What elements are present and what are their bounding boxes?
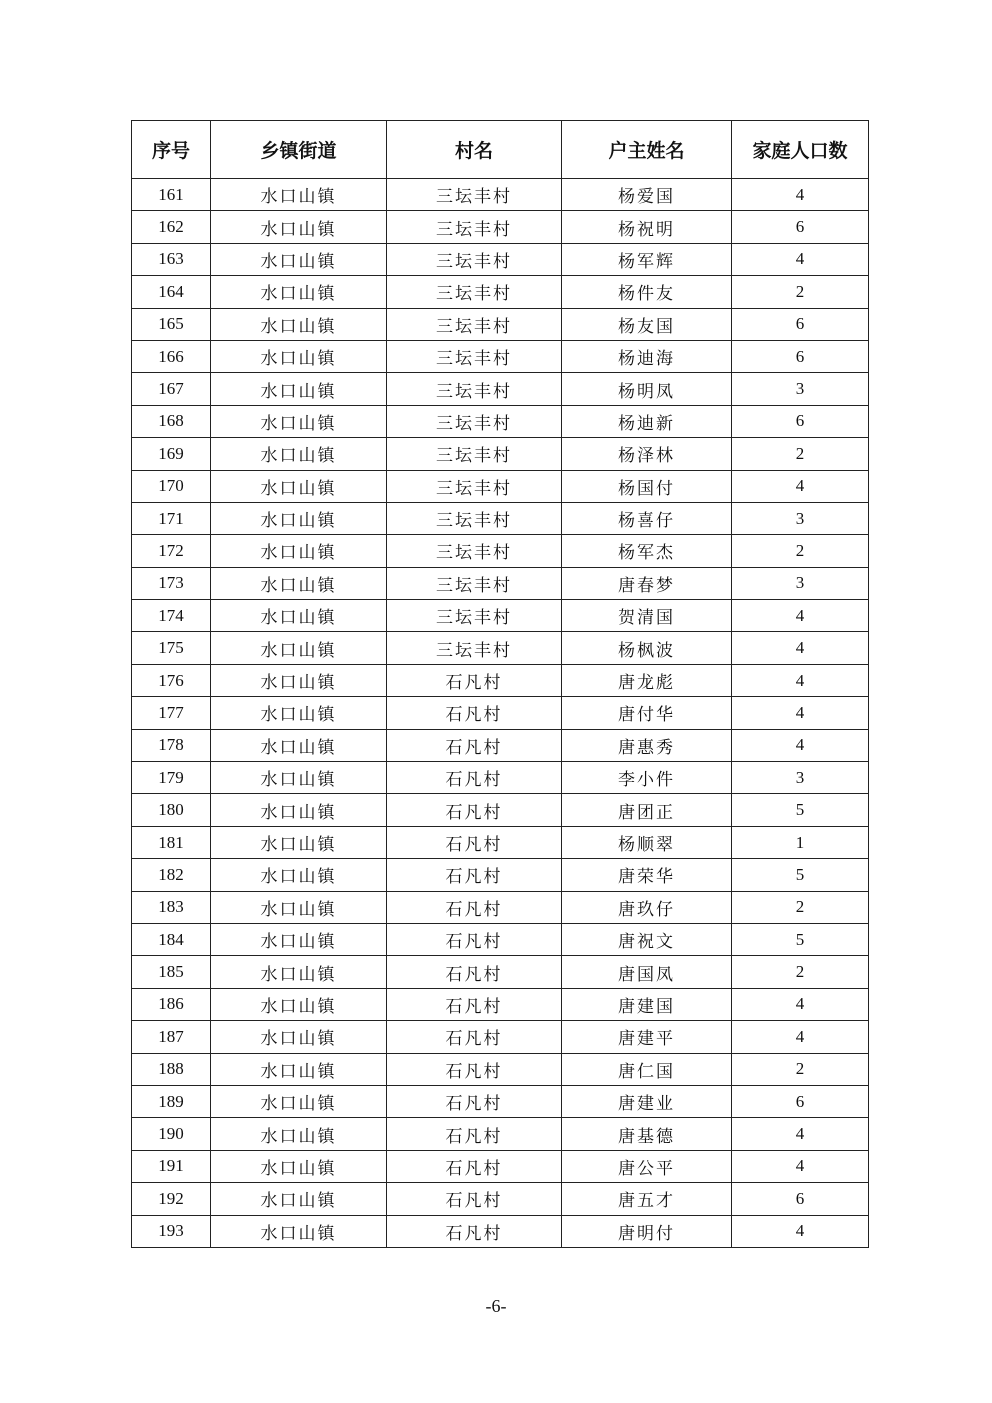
page-number: -6- bbox=[485, 1296, 507, 1316]
cell-serial-number: 168 bbox=[132, 405, 211, 437]
table-row bbox=[132, 438, 869, 470]
cell-household-size: 4 bbox=[732, 600, 869, 632]
header-village: 村名 bbox=[387, 121, 562, 179]
cell-householder-name: 唐惠秀 bbox=[562, 729, 732, 761]
cell-township: 水口山镇 bbox=[211, 697, 387, 729]
cell-household-size: 4 bbox=[732, 1118, 869, 1150]
header-serial-number: 序号 bbox=[132, 121, 211, 179]
cell-township: 水口山镇 bbox=[211, 891, 387, 923]
cell-township: 水口山镇 bbox=[211, 664, 387, 696]
table-row bbox=[132, 891, 869, 923]
cell-household-size: 2 bbox=[732, 891, 869, 923]
table-row bbox=[132, 697, 869, 729]
cell-serial-number: 173 bbox=[132, 567, 211, 599]
household-table bbox=[131, 120, 869, 1248]
cell-township: 水口山镇 bbox=[211, 600, 387, 632]
cell-serial-number: 167 bbox=[132, 373, 211, 405]
cell-village: 石凡村 bbox=[387, 762, 562, 794]
cell-township: 水口山镇 bbox=[211, 405, 387, 437]
cell-serial-number: 181 bbox=[132, 826, 211, 858]
cell-village: 三坛丰村 bbox=[387, 405, 562, 437]
cell-serial-number: 189 bbox=[132, 1085, 211, 1117]
cell-householder-name: 唐明付 bbox=[562, 1215, 732, 1247]
cell-household-size: 5 bbox=[732, 859, 869, 891]
cell-householder-name: 杨枫波 bbox=[562, 632, 732, 664]
cell-serial-number: 163 bbox=[132, 243, 211, 275]
cell-householder-name: 唐祝文 bbox=[562, 923, 732, 955]
cell-householder-name: 杨爱国 bbox=[562, 179, 732, 211]
cell-household-size: 4 bbox=[732, 1215, 869, 1247]
table-row bbox=[132, 373, 869, 405]
cell-township: 水口山镇 bbox=[211, 567, 387, 599]
cell-householder-name: 唐团正 bbox=[562, 794, 732, 826]
cell-householder-name: 唐玖仔 bbox=[562, 891, 732, 923]
cell-householder-name: 李小件 bbox=[562, 762, 732, 794]
table-row bbox=[132, 762, 869, 794]
cell-householder-name: 杨军杰 bbox=[562, 535, 732, 567]
cell-village: 石凡村 bbox=[387, 988, 562, 1020]
cell-village: 三坛丰村 bbox=[387, 211, 562, 243]
cell-householder-name: 杨件友 bbox=[562, 276, 732, 308]
cell-village: 石凡村 bbox=[387, 956, 562, 988]
table-row bbox=[132, 243, 869, 275]
table-row bbox=[132, 729, 869, 761]
cell-township: 水口山镇 bbox=[211, 1118, 387, 1150]
cell-householder-name: 唐建国 bbox=[562, 988, 732, 1020]
cell-serial-number: 187 bbox=[132, 1021, 211, 1053]
cell-village: 石凡村 bbox=[387, 1150, 562, 1182]
cell-village: 石凡村 bbox=[387, 923, 562, 955]
cell-household-size: 3 bbox=[732, 373, 869, 405]
cell-household-size: 6 bbox=[732, 340, 869, 372]
cell-township: 水口山镇 bbox=[211, 632, 387, 664]
cell-village: 石凡村 bbox=[387, 794, 562, 826]
cell-householder-name: 唐建业 bbox=[562, 1085, 732, 1117]
cell-village: 三坛丰村 bbox=[387, 373, 562, 405]
cell-village: 石凡村 bbox=[387, 729, 562, 761]
cell-householder-name: 贺清国 bbox=[562, 600, 732, 632]
cell-village: 三坛丰村 bbox=[387, 438, 562, 470]
table-row bbox=[132, 826, 869, 858]
table-row bbox=[132, 567, 869, 599]
cell-serial-number: 175 bbox=[132, 632, 211, 664]
cell-household-size: 6 bbox=[732, 211, 869, 243]
cell-village: 三坛丰村 bbox=[387, 502, 562, 534]
cell-household-size: 3 bbox=[732, 567, 869, 599]
cell-household-size: 5 bbox=[732, 794, 869, 826]
cell-township: 水口山镇 bbox=[211, 729, 387, 761]
cell-serial-number: 188 bbox=[132, 1053, 211, 1085]
cell-township: 水口山镇 bbox=[211, 276, 387, 308]
cell-householder-name: 杨泽林 bbox=[562, 438, 732, 470]
table-row bbox=[132, 988, 869, 1020]
cell-serial-number: 171 bbox=[132, 502, 211, 534]
table-row bbox=[132, 794, 869, 826]
cell-village: 三坛丰村 bbox=[387, 308, 562, 340]
cell-householder-name: 唐公平 bbox=[562, 1150, 732, 1182]
table-row bbox=[132, 1183, 869, 1215]
cell-householder-name: 唐五才 bbox=[562, 1183, 732, 1215]
table-body bbox=[132, 179, 869, 1248]
cell-township: 水口山镇 bbox=[211, 794, 387, 826]
table-row bbox=[132, 308, 869, 340]
table-row bbox=[132, 405, 869, 437]
cell-village: 石凡村 bbox=[387, 826, 562, 858]
cell-township: 水口山镇 bbox=[211, 956, 387, 988]
cell-serial-number: 177 bbox=[132, 697, 211, 729]
cell-township: 水口山镇 bbox=[211, 179, 387, 211]
cell-householder-name: 杨顺翠 bbox=[562, 826, 732, 858]
cell-household-size: 5 bbox=[732, 923, 869, 955]
cell-serial-number: 179 bbox=[132, 762, 211, 794]
cell-village: 石凡村 bbox=[387, 697, 562, 729]
table-row bbox=[132, 923, 869, 955]
cell-household-size: 1 bbox=[732, 826, 869, 858]
cell-village: 石凡村 bbox=[387, 859, 562, 891]
cell-village: 三坛丰村 bbox=[387, 600, 562, 632]
table-row bbox=[132, 600, 869, 632]
cell-householder-name: 唐仁国 bbox=[562, 1053, 732, 1085]
cell-township: 水口山镇 bbox=[211, 535, 387, 567]
cell-township: 水口山镇 bbox=[211, 923, 387, 955]
cell-household-size: 4 bbox=[732, 988, 869, 1020]
table-row bbox=[132, 1021, 869, 1053]
header-household-size: 家庭人口数 bbox=[732, 121, 869, 179]
table-row bbox=[132, 502, 869, 534]
cell-householder-name: 唐建平 bbox=[562, 1021, 732, 1053]
cell-householder-name: 唐付华 bbox=[562, 697, 732, 729]
cell-household-size: 4 bbox=[732, 470, 869, 502]
cell-household-size: 4 bbox=[732, 1021, 869, 1053]
cell-township: 水口山镇 bbox=[211, 859, 387, 891]
cell-village: 石凡村 bbox=[387, 891, 562, 923]
table-row bbox=[132, 276, 869, 308]
cell-township: 水口山镇 bbox=[211, 211, 387, 243]
cell-household-size: 2 bbox=[732, 1053, 869, 1085]
cell-serial-number: 182 bbox=[132, 859, 211, 891]
cell-serial-number: 161 bbox=[132, 179, 211, 211]
cell-householder-name: 唐春梦 bbox=[562, 567, 732, 599]
cell-household-size: 6 bbox=[732, 308, 869, 340]
table-row bbox=[132, 1150, 869, 1182]
cell-householder-name: 杨祝明 bbox=[562, 211, 732, 243]
cell-householder-name: 杨迪海 bbox=[562, 340, 732, 372]
cell-village: 三坛丰村 bbox=[387, 243, 562, 275]
cell-serial-number: 180 bbox=[132, 794, 211, 826]
cell-householder-name: 唐基德 bbox=[562, 1118, 732, 1150]
cell-serial-number: 174 bbox=[132, 600, 211, 632]
cell-household-size: 4 bbox=[732, 243, 869, 275]
cell-township: 水口山镇 bbox=[211, 340, 387, 372]
cell-household-size: 4 bbox=[732, 729, 869, 761]
cell-township: 水口山镇 bbox=[211, 1215, 387, 1247]
cell-householder-name: 杨迪新 bbox=[562, 405, 732, 437]
cell-householder-name: 唐龙彪 bbox=[562, 664, 732, 696]
table-row bbox=[132, 340, 869, 372]
cell-serial-number: 190 bbox=[132, 1118, 211, 1150]
cell-serial-number: 170 bbox=[132, 470, 211, 502]
table-row bbox=[132, 179, 869, 211]
cell-household-size: 6 bbox=[732, 1085, 869, 1117]
cell-household-size: 4 bbox=[732, 632, 869, 664]
cell-household-size: 4 bbox=[732, 664, 869, 696]
cell-serial-number: 193 bbox=[132, 1215, 211, 1247]
cell-householder-name: 杨喜仔 bbox=[562, 502, 732, 534]
cell-household-size: 2 bbox=[732, 438, 869, 470]
cell-householder-name: 杨军辉 bbox=[562, 243, 732, 275]
cell-village: 石凡村 bbox=[387, 1215, 562, 1247]
cell-householder-name: 唐国凤 bbox=[562, 956, 732, 988]
cell-serial-number: 166 bbox=[132, 340, 211, 372]
table-row bbox=[132, 1215, 869, 1247]
cell-township: 水口山镇 bbox=[211, 1183, 387, 1215]
header-householder-name: 户主姓名 bbox=[562, 121, 732, 179]
cell-serial-number: 184 bbox=[132, 923, 211, 955]
cell-village: 石凡村 bbox=[387, 1021, 562, 1053]
cell-township: 水口山镇 bbox=[211, 762, 387, 794]
cell-township: 水口山镇 bbox=[211, 438, 387, 470]
cell-household-size: 4 bbox=[732, 1150, 869, 1182]
table-row bbox=[132, 1085, 869, 1117]
cell-householder-name: 唐荣华 bbox=[562, 859, 732, 891]
cell-township: 水口山镇 bbox=[211, 1053, 387, 1085]
cell-household-size: 2 bbox=[732, 535, 869, 567]
cell-village: 石凡村 bbox=[387, 664, 562, 696]
cell-serial-number: 176 bbox=[132, 664, 211, 696]
cell-household-size: 2 bbox=[732, 956, 869, 988]
cell-household-size: 4 bbox=[732, 179, 869, 211]
cell-township: 水口山镇 bbox=[211, 1150, 387, 1182]
cell-village: 三坛丰村 bbox=[387, 632, 562, 664]
cell-township: 水口山镇 bbox=[211, 988, 387, 1020]
cell-householder-name: 杨国付 bbox=[562, 470, 732, 502]
cell-village: 三坛丰村 bbox=[387, 470, 562, 502]
table-row bbox=[132, 211, 869, 243]
cell-serial-number: 162 bbox=[132, 211, 211, 243]
cell-serial-number: 192 bbox=[132, 1183, 211, 1215]
cell-household-size: 2 bbox=[732, 276, 869, 308]
cell-serial-number: 172 bbox=[132, 535, 211, 567]
table-header-row bbox=[132, 121, 869, 179]
cell-township: 水口山镇 bbox=[211, 373, 387, 405]
table-row bbox=[132, 956, 869, 988]
cell-township: 水口山镇 bbox=[211, 470, 387, 502]
cell-township: 水口山镇 bbox=[211, 826, 387, 858]
cell-township: 水口山镇 bbox=[211, 502, 387, 534]
cell-village: 三坛丰村 bbox=[387, 276, 562, 308]
cell-serial-number: 178 bbox=[132, 729, 211, 761]
table-row bbox=[132, 1118, 869, 1150]
cell-household-size: 3 bbox=[732, 502, 869, 534]
cell-township: 水口山镇 bbox=[211, 243, 387, 275]
table-row bbox=[132, 664, 869, 696]
cell-village: 石凡村 bbox=[387, 1118, 562, 1150]
table-row bbox=[132, 859, 869, 891]
table-row bbox=[132, 1053, 869, 1085]
table-row bbox=[132, 535, 869, 567]
table-row bbox=[132, 632, 869, 664]
cell-village: 三坛丰村 bbox=[387, 179, 562, 211]
cell-serial-number: 185 bbox=[132, 956, 211, 988]
cell-township: 水口山镇 bbox=[211, 308, 387, 340]
table-row bbox=[132, 470, 869, 502]
cell-householder-name: 杨友国 bbox=[562, 308, 732, 340]
cell-household-size: 6 bbox=[732, 405, 869, 437]
cell-household-size: 6 bbox=[732, 1183, 869, 1215]
cell-township: 水口山镇 bbox=[211, 1085, 387, 1117]
cell-serial-number: 165 bbox=[132, 308, 211, 340]
cell-village: 石凡村 bbox=[387, 1085, 562, 1117]
header-township: 乡镇街道 bbox=[211, 121, 387, 179]
cell-serial-number: 186 bbox=[132, 988, 211, 1020]
cell-household-size: 3 bbox=[732, 762, 869, 794]
cell-township: 水口山镇 bbox=[211, 1021, 387, 1053]
cell-village: 石凡村 bbox=[387, 1053, 562, 1085]
cell-serial-number: 183 bbox=[132, 891, 211, 923]
cell-village: 三坛丰村 bbox=[387, 340, 562, 372]
cell-village: 三坛丰村 bbox=[387, 535, 562, 567]
cell-serial-number: 169 bbox=[132, 438, 211, 470]
cell-household-size: 4 bbox=[732, 697, 869, 729]
cell-serial-number: 164 bbox=[132, 276, 211, 308]
cell-householder-name: 杨明凤 bbox=[562, 373, 732, 405]
cell-serial-number: 191 bbox=[132, 1150, 211, 1182]
cell-village: 三坛丰村 bbox=[387, 567, 562, 599]
cell-village: 石凡村 bbox=[387, 1183, 562, 1215]
